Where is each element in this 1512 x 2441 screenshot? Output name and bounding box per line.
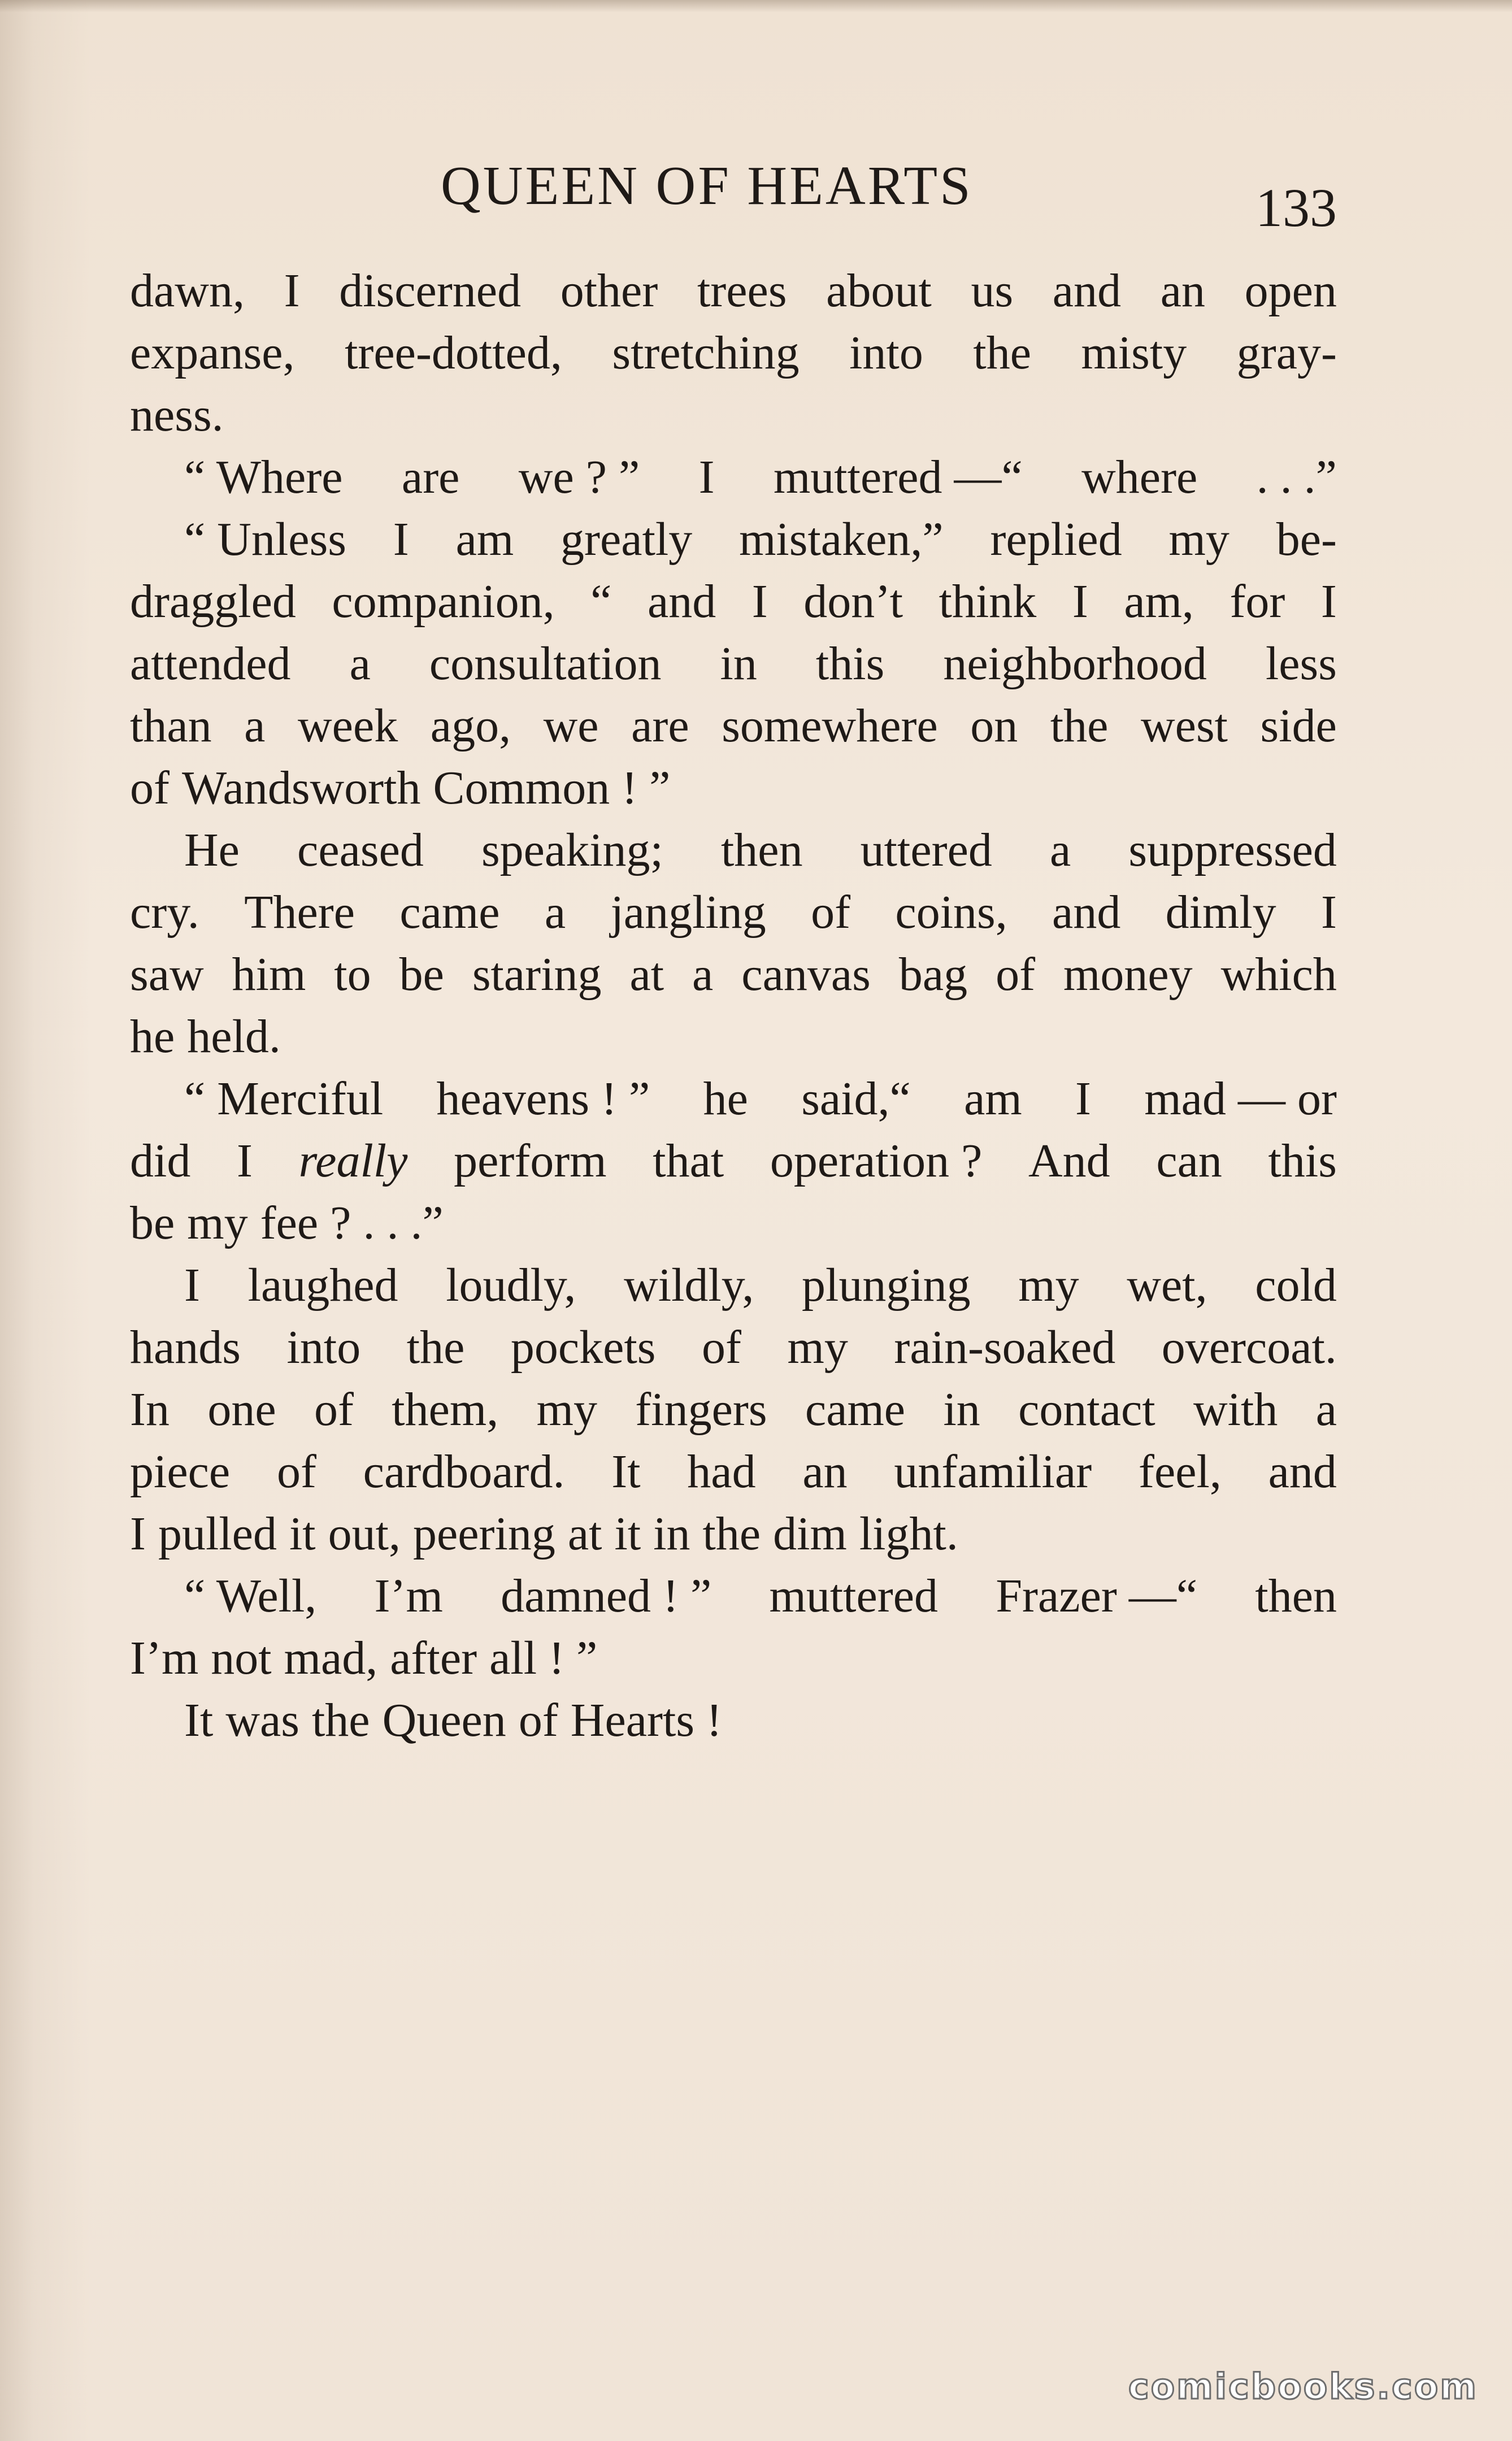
text-word: out, bbox=[328, 1508, 401, 1560]
text-line bbox=[130, 1503, 1337, 1565]
text-word: that bbox=[653, 1135, 724, 1187]
text-word: the bbox=[1050, 700, 1109, 752]
text-word: In bbox=[130, 1383, 170, 1436]
text-word: the bbox=[406, 1321, 465, 1374]
text-word: Wandsworth bbox=[181, 762, 421, 814]
text-word: it bbox=[289, 1508, 316, 1560]
text-word: of bbox=[811, 886, 851, 939]
text-word: jangling bbox=[610, 886, 766, 939]
text-word: fee ? . . .” bbox=[260, 1197, 444, 1249]
text-word: after bbox=[390, 1632, 477, 1684]
text-word: where bbox=[1081, 451, 1198, 503]
text-word: came bbox=[399, 886, 500, 939]
text-word: had bbox=[687, 1445, 756, 1498]
text-word: loudly, bbox=[446, 1259, 576, 1311]
text-word: are bbox=[401, 451, 460, 503]
text-word: And bbox=[1028, 1135, 1110, 1187]
text-word: dim bbox=[773, 1508, 847, 1560]
text-word: I bbox=[1072, 575, 1088, 628]
text-line bbox=[130, 1006, 1337, 1068]
text-word: greatly bbox=[561, 513, 693, 566]
text-word: really bbox=[298, 1135, 408, 1187]
text-word: of bbox=[314, 1383, 354, 1436]
text-word: fingers bbox=[635, 1383, 767, 1436]
text-word: cold bbox=[1255, 1259, 1337, 1311]
text-word: with bbox=[1193, 1383, 1278, 1436]
text-word: contact bbox=[1018, 1383, 1155, 1436]
text-word: an bbox=[802, 1445, 848, 1498]
text-word: he bbox=[703, 1072, 748, 1125]
text-word: I bbox=[284, 264, 300, 317]
text-word: “ bbox=[590, 575, 612, 628]
text-word: feel, bbox=[1139, 1445, 1222, 1498]
text-word: I’m bbox=[130, 1632, 199, 1684]
text-word: I bbox=[393, 513, 409, 566]
text-word: am bbox=[455, 513, 514, 566]
text-word: was bbox=[225, 1694, 299, 1747]
text-word: than bbox=[130, 700, 212, 752]
text-word: hands bbox=[130, 1321, 241, 1374]
text-word: can bbox=[1156, 1135, 1222, 1187]
text-word: replied bbox=[990, 513, 1122, 566]
text-word: rain-soaked bbox=[894, 1321, 1116, 1374]
text-word: we bbox=[543, 700, 599, 752]
text-word: Hearts ! bbox=[570, 1694, 722, 1747]
text-word: us bbox=[971, 264, 1014, 317]
text-word: operation ? bbox=[770, 1135, 983, 1187]
text-word: on bbox=[970, 700, 1018, 752]
text-word: muttered bbox=[769, 1570, 939, 1622]
text-word: it bbox=[614, 1508, 641, 1560]
text-word: trees bbox=[697, 264, 787, 317]
text-word: “ Unless bbox=[184, 513, 346, 566]
text-word: ness. bbox=[130, 389, 224, 441]
text-word: think bbox=[939, 575, 1037, 628]
text-word: uttered bbox=[860, 824, 992, 876]
text-line bbox=[130, 446, 1337, 509]
text-word: perform bbox=[454, 1135, 607, 1187]
text-word: side bbox=[1260, 700, 1337, 752]
text-word: mad — or bbox=[1144, 1072, 1337, 1125]
text-word: are bbox=[631, 700, 689, 752]
watermark-logo: comicbooks.com bbox=[1128, 2366, 1478, 2407]
text-word: peering bbox=[412, 1508, 555, 1560]
running-head: QUEEN OF HEARTS bbox=[441, 155, 973, 216]
text-word: expanse, bbox=[130, 327, 295, 379]
text-word: the bbox=[702, 1508, 761, 1560]
text-word: wildly, bbox=[624, 1259, 754, 1311]
text-line bbox=[130, 819, 1337, 881]
text-word: and bbox=[1268, 1445, 1337, 1498]
text-line bbox=[130, 695, 1337, 757]
text-word: and bbox=[1052, 886, 1121, 939]
text-word: be bbox=[130, 1197, 175, 1249]
text-word: misty bbox=[1081, 327, 1187, 379]
text-word: companion, bbox=[332, 575, 555, 628]
text-word: overcoat. bbox=[1161, 1321, 1337, 1374]
text-word: tree-dotted, bbox=[345, 327, 562, 379]
text-word: Common ! ” bbox=[433, 762, 671, 814]
text-word: “ Where bbox=[184, 451, 343, 503]
text-word: ceased bbox=[297, 824, 424, 876]
text-word: said,“ bbox=[801, 1072, 911, 1125]
text-word: this bbox=[1268, 1135, 1337, 1187]
text-word: we ? ” bbox=[518, 451, 640, 503]
text-word: bag bbox=[898, 948, 968, 1001]
text-word: in bbox=[653, 1508, 690, 1560]
text-word: I bbox=[751, 575, 768, 628]
text-word: staring bbox=[472, 948, 602, 1001]
text-word: stretching bbox=[612, 327, 800, 379]
text-word: my bbox=[187, 1197, 248, 1249]
text-word: then bbox=[1255, 1570, 1337, 1622]
text-line bbox=[130, 1068, 1337, 1130]
text-line bbox=[130, 1379, 1337, 1441]
text-word: It bbox=[611, 1445, 641, 1498]
text-word: at bbox=[567, 1508, 602, 1560]
text-line bbox=[130, 757, 1337, 819]
text-line bbox=[130, 1192, 1337, 1254]
text-word: I bbox=[1320, 575, 1337, 628]
text-line bbox=[130, 881, 1337, 944]
text-word: cry. bbox=[130, 886, 199, 939]
text-word: I bbox=[236, 1135, 253, 1187]
text-word: speaking; bbox=[481, 824, 663, 876]
text-word: unfamiliar bbox=[894, 1445, 1092, 1498]
text-word: saw bbox=[130, 948, 204, 1001]
text-word: be- bbox=[1276, 513, 1337, 566]
text-word: “ Merciful bbox=[184, 1072, 384, 1125]
text-word: mad, bbox=[284, 1632, 378, 1684]
text-word: a bbox=[544, 886, 566, 939]
text-word: my bbox=[536, 1383, 597, 1436]
text-word: for bbox=[1229, 575, 1285, 628]
text-word: gray- bbox=[1236, 327, 1337, 379]
text-word: a bbox=[1315, 1383, 1337, 1436]
body-text bbox=[130, 260, 1337, 1752]
text-word: of bbox=[276, 1445, 316, 1498]
text-word: I bbox=[1321, 886, 1337, 939]
text-word: ago, bbox=[430, 700, 511, 752]
text-word: in bbox=[943, 1383, 980, 1436]
text-line bbox=[130, 1627, 1337, 1689]
text-line bbox=[130, 509, 1337, 571]
text-word: a bbox=[692, 948, 714, 1001]
text-word: attended bbox=[130, 637, 291, 690]
text-word: a bbox=[1049, 824, 1071, 876]
text-word: suppressed bbox=[1128, 824, 1337, 876]
text-word: into bbox=[286, 1321, 361, 1374]
text-line bbox=[130, 1317, 1337, 1379]
text-word: discerned bbox=[339, 264, 522, 317]
text-word: There bbox=[244, 886, 355, 939]
text-word: him bbox=[232, 948, 306, 1001]
text-word: I’m bbox=[374, 1570, 443, 1622]
text-line bbox=[130, 633, 1337, 695]
text-word: heavens ! ” bbox=[436, 1072, 650, 1125]
text-word: canvas bbox=[741, 948, 871, 1001]
text-word: light. bbox=[859, 1508, 958, 1560]
text-word: my bbox=[787, 1321, 848, 1374]
text-word: to bbox=[334, 948, 371, 1001]
text-word: then bbox=[720, 824, 803, 876]
text-word: coins, bbox=[895, 886, 1007, 939]
text-word: less bbox=[1265, 637, 1337, 690]
text-line bbox=[130, 1565, 1337, 1627]
text-word: all ! ” bbox=[489, 1632, 598, 1684]
text-word: of bbox=[130, 762, 170, 814]
text-word: plunging bbox=[801, 1259, 971, 1311]
text-word: other bbox=[560, 264, 658, 317]
text-word: draggled bbox=[130, 575, 296, 628]
text-word: somewhere bbox=[722, 700, 938, 752]
text-word: damned ! ” bbox=[501, 1570, 712, 1622]
text-word: which bbox=[1220, 948, 1337, 1001]
text-word: money bbox=[1063, 948, 1193, 1001]
page-top-edge bbox=[0, 0, 1512, 12]
text-word: wet, bbox=[1127, 1259, 1207, 1311]
text-word: of bbox=[996, 948, 1036, 1001]
text-word: my bbox=[1018, 1259, 1079, 1311]
text-word: a bbox=[349, 637, 371, 690]
text-line bbox=[130, 1254, 1337, 1317]
text-word: “ Well, bbox=[184, 1570, 317, 1622]
text-word: am bbox=[964, 1072, 1022, 1125]
text-line bbox=[130, 1441, 1337, 1503]
text-word: consultation bbox=[429, 637, 662, 690]
text-word: week bbox=[298, 700, 398, 752]
text-word: this bbox=[815, 637, 885, 690]
text-word: them, bbox=[392, 1383, 499, 1436]
text-word: in bbox=[720, 637, 757, 690]
text-word: the bbox=[311, 1694, 370, 1747]
text-word: and bbox=[647, 575, 716, 628]
text-line bbox=[130, 571, 1337, 633]
text-word: a bbox=[244, 700, 266, 752]
text-word: open bbox=[1244, 264, 1337, 317]
text-word: muttered —“ bbox=[773, 451, 1023, 503]
text-word: It bbox=[184, 1694, 214, 1747]
text-word: Queen bbox=[382, 1694, 506, 1747]
text-word: I bbox=[698, 451, 715, 503]
text-word: . . .” bbox=[1256, 451, 1337, 503]
text-line bbox=[130, 260, 1337, 322]
text-word: he bbox=[130, 1010, 175, 1063]
text-word: into bbox=[849, 327, 923, 379]
text-line bbox=[130, 1130, 1337, 1192]
text-word: Frazer —“ bbox=[996, 1570, 1198, 1622]
page-number: 133 bbox=[1255, 177, 1337, 238]
text-word: came bbox=[805, 1383, 906, 1436]
text-word: dimly bbox=[1165, 886, 1276, 939]
text-word: pulled bbox=[158, 1508, 277, 1560]
text-word: I bbox=[184, 1259, 200, 1311]
text-word: about bbox=[826, 264, 932, 317]
text-word: be bbox=[399, 948, 444, 1001]
text-word: one bbox=[207, 1383, 276, 1436]
text-word: not bbox=[211, 1632, 272, 1684]
text-word: He bbox=[184, 824, 240, 876]
text-word: I bbox=[1075, 1072, 1092, 1125]
text-line bbox=[130, 384, 1337, 446]
text-word: the bbox=[973, 327, 1031, 379]
text-word: piece bbox=[130, 1445, 231, 1498]
text-word: mistaken,” bbox=[739, 513, 944, 566]
text-word: laughed bbox=[247, 1259, 398, 1311]
text-word: dawn, bbox=[130, 264, 245, 317]
text-word: of bbox=[702, 1321, 741, 1374]
text-word: held. bbox=[187, 1010, 281, 1063]
text-word: at bbox=[629, 948, 664, 1001]
text-word: an bbox=[1160, 264, 1206, 317]
text-word: west bbox=[1141, 700, 1228, 752]
text-word: am, bbox=[1124, 575, 1194, 628]
text-line bbox=[130, 944, 1337, 1006]
text-line bbox=[130, 1689, 1337, 1752]
text-word: cardboard. bbox=[363, 1445, 565, 1498]
text-word: pockets bbox=[510, 1321, 656, 1374]
text-line bbox=[130, 322, 1337, 384]
text-word: my bbox=[1168, 513, 1229, 566]
text-word: did bbox=[130, 1135, 191, 1187]
text-word: and bbox=[1052, 264, 1122, 317]
text-word: of bbox=[518, 1694, 558, 1747]
text-word: I bbox=[130, 1508, 146, 1560]
text-word: don’t bbox=[803, 575, 903, 628]
text-word: neighborhood bbox=[943, 637, 1207, 690]
